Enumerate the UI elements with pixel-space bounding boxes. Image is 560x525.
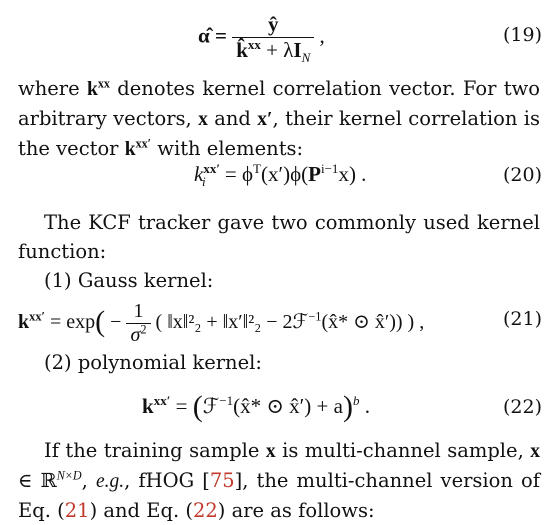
- equation-19: [0, 6, 560, 70]
- paragraph-kcf-kernels: The KCF tracker gave two commonly used kernel function:: [18, 211, 540, 263]
- equation-number-19: (19): [502, 24, 542, 46]
- eq19-numerator: ŷ: [267, 12, 279, 36]
- eq19-denominator: k̂$^{xx}$ + $\lambda I_N$: [232, 37, 314, 63]
- equation-19-formula: [198, 12, 325, 66]
- equation-21-formula: $k^{xx'} = \exp$( − $\frac{1}{\sigma^2}$ ( ‖x‖²₂ + ‖x′‖²₂ − 2ℱ$^{-1}$(x̂* ⊙ x̂′)) ) ,: [18, 300, 425, 346]
- equation-ref-22[interactable]: 22: [192, 499, 218, 522]
- equation-22: [0, 384, 560, 432]
- equation-ref-21[interactable]: 21: [64, 499, 90, 522]
- citation-link-75[interactable]: 75: [209, 469, 235, 492]
- eq19-lhs: α̂ =: [198, 23, 227, 48]
- eq19-fraction: [232, 12, 314, 66]
- paragraph-multichannel: If the training sample x is multi-channel sample, x ∈ ℝ$^{N\times D}$, e.g., fHOG [75], the multi-channel version of Eq. (21) and Eq. (22) are as follows:: [18, 439, 540, 522]
- equation-20: [0, 158, 560, 198]
- equation-number-20: (20): [502, 164, 542, 186]
- equation-number-22: (22): [502, 396, 542, 418]
- eq19-trail: ,: [319, 23, 325, 48]
- equation-22-formula: $k^{xx'}$ = (ℱ$^{-1}$(x̂* ⊙ x̂′) + a)$^b$ .: [142, 390, 370, 423]
- label-polynomial-kernel: (2) polynomial kernel:: [44, 351, 262, 374]
- paragraph-kernel-correlation: where $k^{xx}$ denotes kernel correlation vector. For two arbitrary vectors, x and x′, their kernel correlation is the vector $k^{xx'}$ with elements:: [18, 76, 540, 160]
- equation-21: [0, 296, 560, 352]
- equation-number-21: (21): [502, 308, 542, 330]
- label-gauss-kernel: (1) Gauss kernel:: [44, 269, 214, 292]
- equation-20-formula: $k^{xx'}_i = \phi^T(x')\phi(P^{i-1}x)$ .: [194, 161, 367, 190]
